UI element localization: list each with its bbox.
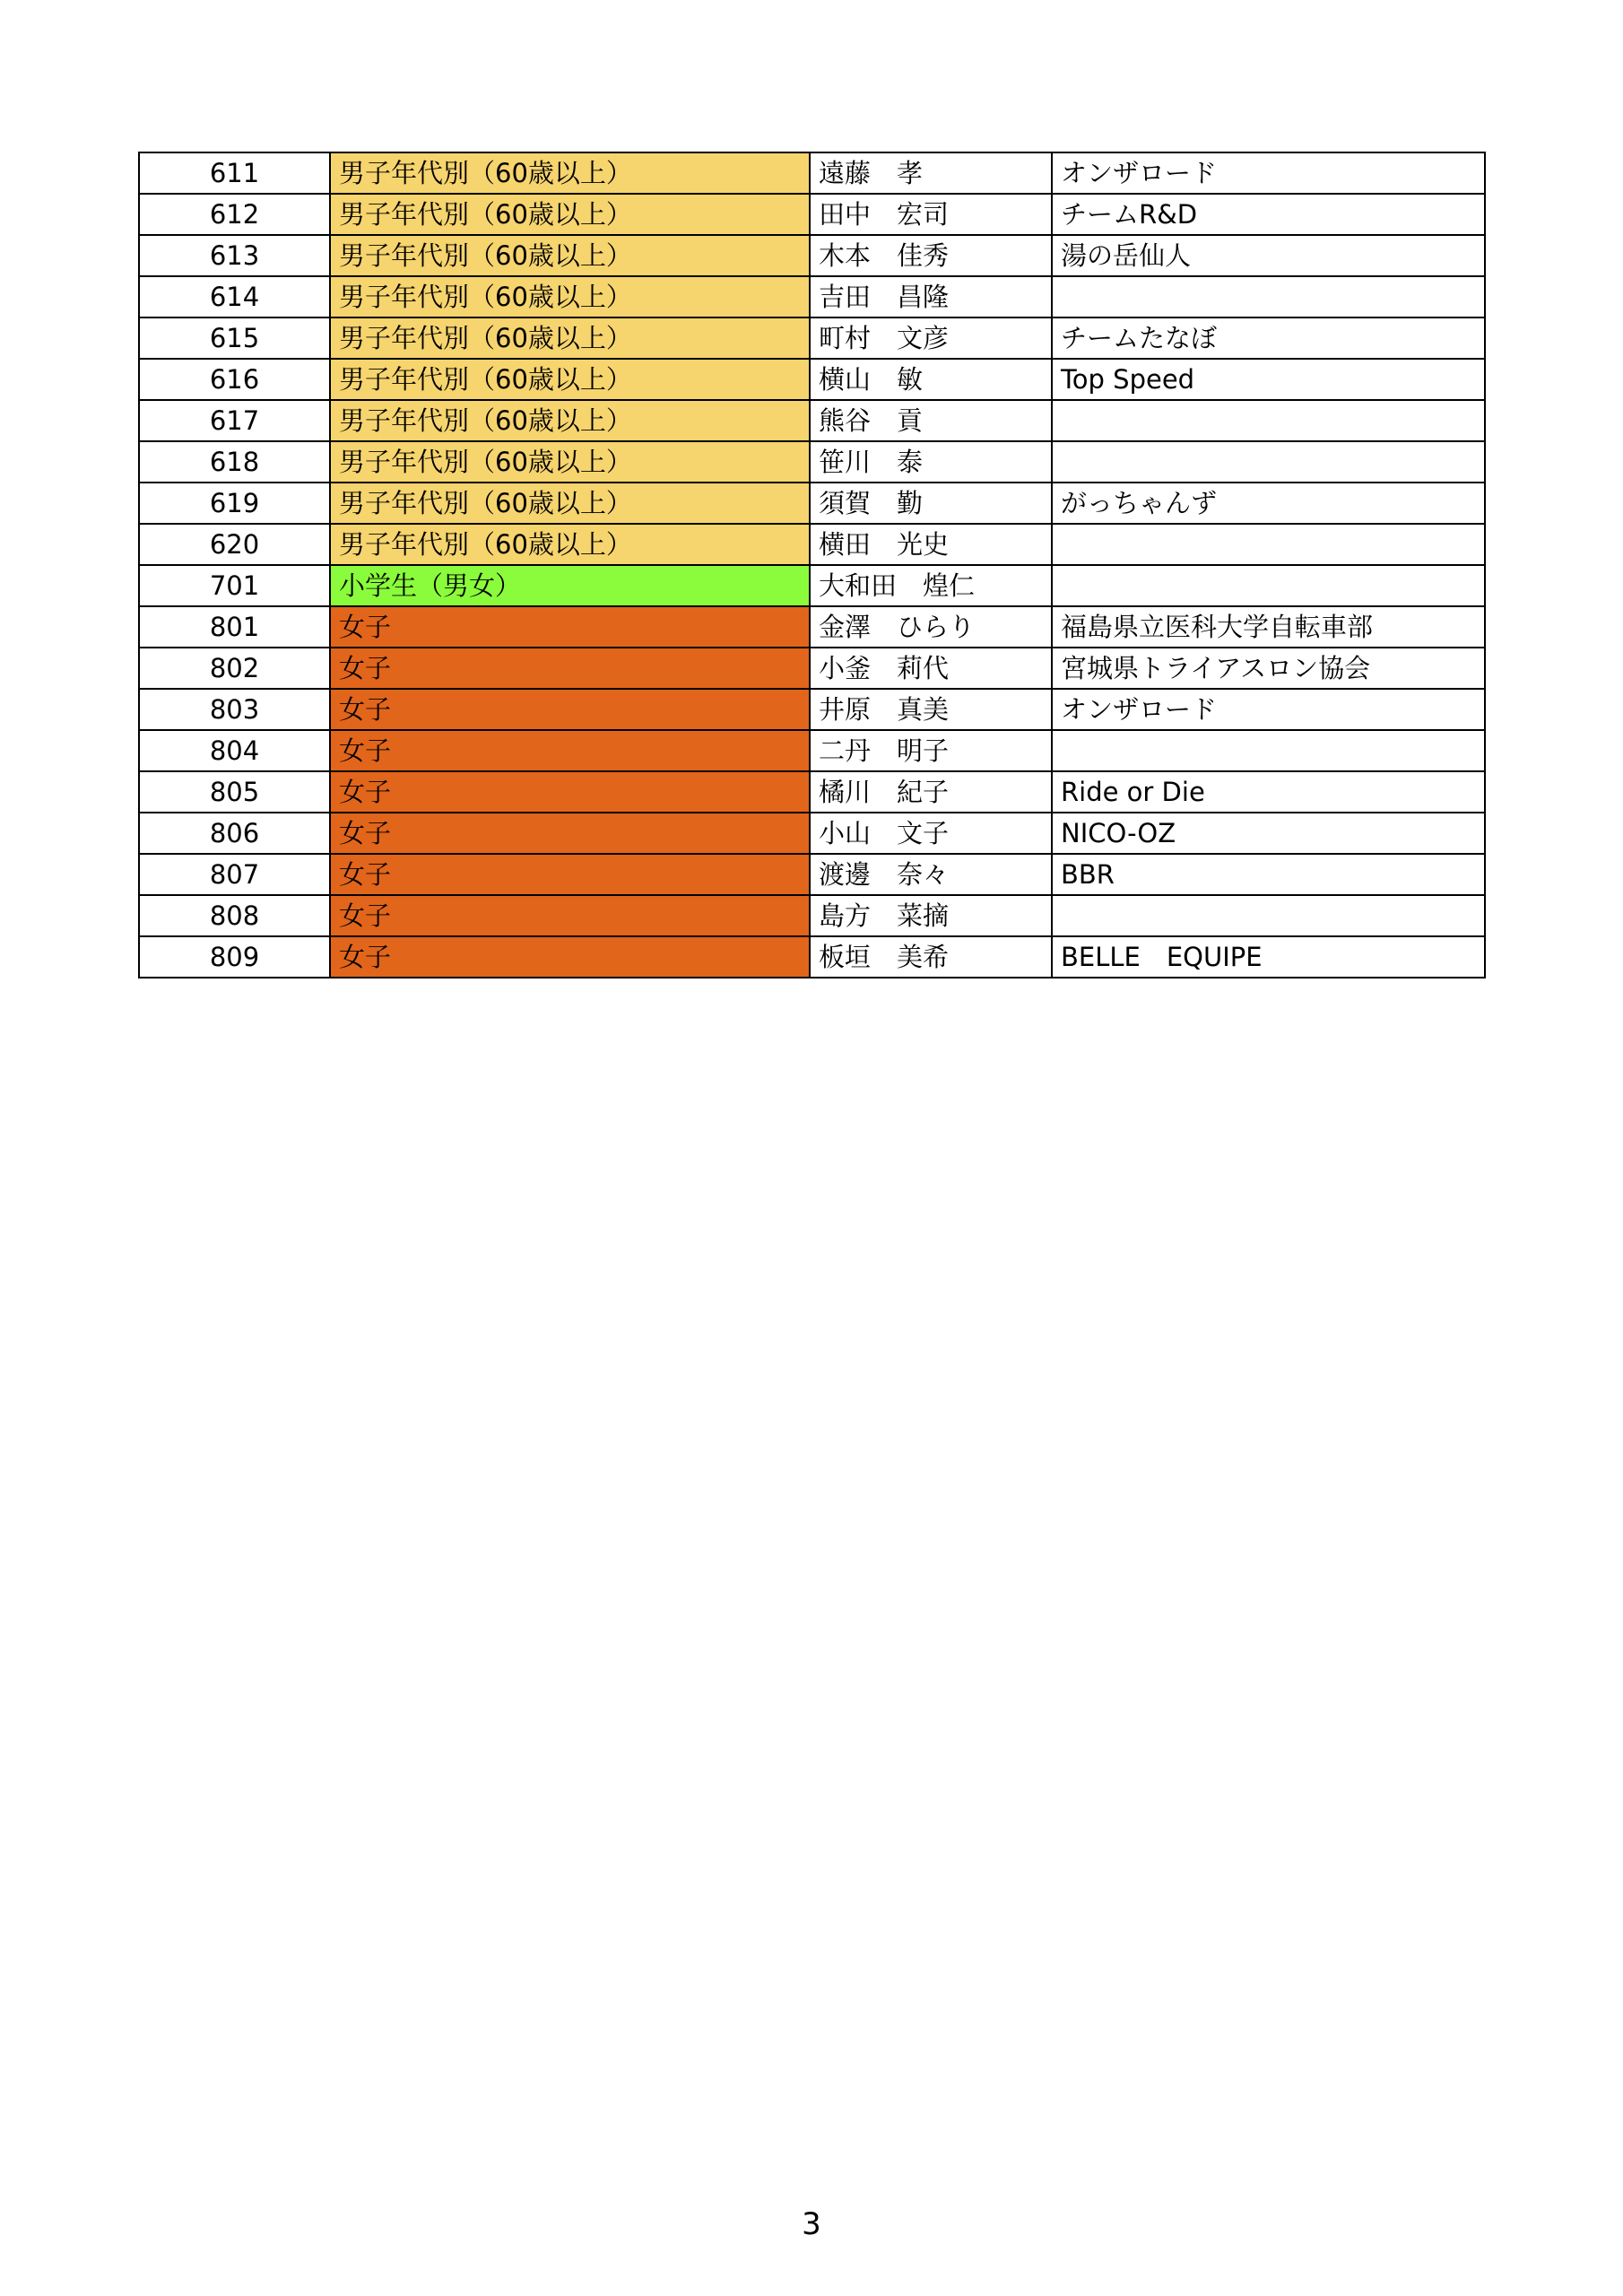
team-cell [1052, 276, 1485, 317]
category-cell: 女子 [330, 648, 810, 689]
category-cell: 女子 [330, 854, 810, 895]
race-number-cell: 807 [139, 854, 330, 895]
category-cell: 男子年代別（60歳以上） [330, 194, 810, 235]
category-cell: 女子 [330, 730, 810, 771]
table-row [139, 441, 1485, 483]
table-row [139, 524, 1485, 565]
team-cell: 宮城県トライアスロン協会 [1052, 648, 1485, 689]
category-cell: 男子年代別（60歳以上） [330, 359, 810, 400]
team-cell: オンザロード [1052, 689, 1485, 730]
rider-name-cell: 大和田 煌仁 [810, 565, 1052, 606]
team-cell: オンザロード [1052, 152, 1485, 194]
race-number-cell: 620 [139, 524, 330, 565]
rider-name-cell: 須賀 勤 [810, 483, 1052, 524]
team-cell: Top Speed [1052, 359, 1485, 400]
rider-name-cell: 二丹 明子 [810, 730, 1052, 771]
race-number-cell: 803 [139, 689, 330, 730]
category-cell: 女子 [330, 771, 810, 813]
table-row [139, 194, 1485, 235]
category-cell: 男子年代別（60歳以上） [330, 276, 810, 317]
team-cell [1052, 400, 1485, 441]
rider-name-cell: 木本 佳秀 [810, 235, 1052, 276]
race-number-cell: 613 [139, 235, 330, 276]
race-number-cell: 801 [139, 606, 330, 648]
table-row [139, 235, 1485, 276]
category-cell: 女子 [330, 895, 810, 936]
race-number-cell: 619 [139, 483, 330, 524]
table-row [139, 813, 1485, 854]
rider-name-cell: 熊谷 貢 [810, 400, 1052, 441]
team-cell [1052, 524, 1485, 565]
table-row [139, 606, 1485, 648]
table-row [139, 648, 1485, 689]
team-cell: チームR&D [1052, 194, 1485, 235]
rider-name-cell: 金澤 ひらり [810, 606, 1052, 648]
rider-name-cell: 横山 敏 [810, 359, 1052, 400]
rider-name-cell: 笹川 泰 [810, 441, 1052, 483]
team-cell: BBR [1052, 854, 1485, 895]
team-cell [1052, 895, 1485, 936]
team-cell [1052, 565, 1485, 606]
rider-name-cell: 島方 菜摘 [810, 895, 1052, 936]
table-row [139, 565, 1485, 606]
team-cell: NICO-OZ [1052, 813, 1485, 854]
race-number-cell: 618 [139, 441, 330, 483]
rider-name-cell: 遠藤 孝 [810, 152, 1052, 194]
table-row [139, 936, 1485, 978]
race-number-cell: 617 [139, 400, 330, 441]
table-row [139, 895, 1485, 936]
rider-name-cell: 横田 光史 [810, 524, 1052, 565]
category-cell: 男子年代別（60歳以上） [330, 441, 810, 483]
category-cell: 女子 [330, 606, 810, 648]
entry-rows [139, 152, 1485, 978]
rider-name-cell: 町村 文彦 [810, 317, 1052, 359]
race-number-cell: 806 [139, 813, 330, 854]
table-row [139, 276, 1485, 317]
page-number: 3 [802, 2206, 821, 2242]
race-number-cell: 616 [139, 359, 330, 400]
category-cell: 男子年代別（60歳以上） [330, 400, 810, 441]
table-row [139, 152, 1485, 194]
table-row [139, 730, 1485, 771]
table-row [139, 771, 1485, 813]
rider-name-cell: 橘川 紀子 [810, 771, 1052, 813]
category-cell: 男子年代別（60歳以上） [330, 152, 810, 194]
rider-name-cell: 吉田 昌隆 [810, 276, 1052, 317]
table-row [139, 317, 1485, 359]
team-cell [1052, 441, 1485, 483]
category-cell: 小学生（男女） [330, 565, 810, 606]
table-row [139, 359, 1485, 400]
race-number-cell: 804 [139, 730, 330, 771]
table-row [139, 400, 1485, 441]
entry-list-table [138, 152, 1486, 978]
rider-name-cell: 小釜 莉代 [810, 648, 1052, 689]
rider-name-cell: 板垣 美希 [810, 936, 1052, 978]
table-row [139, 854, 1485, 895]
team-cell: Ride or Die [1052, 771, 1485, 813]
team-cell: 湯の岳仙人 [1052, 235, 1485, 276]
category-cell: 男子年代別（60歳以上） [330, 524, 810, 565]
rider-name-cell: 小山 文子 [810, 813, 1052, 854]
category-cell: 男子年代別（60歳以上） [330, 317, 810, 359]
category-cell: 男子年代別（60歳以上） [330, 483, 810, 524]
rider-name-cell: 井原 真美 [810, 689, 1052, 730]
rider-name-cell: 渡邊 奈々 [810, 854, 1052, 895]
table-row [139, 689, 1485, 730]
race-number-cell: 614 [139, 276, 330, 317]
team-cell: がっちゃんず [1052, 483, 1485, 524]
rider-name-cell: 田中 宏司 [810, 194, 1052, 235]
team-cell: チームたなぼ [1052, 317, 1485, 359]
team-cell: BELLE EQUIPE [1052, 936, 1485, 978]
team-cell [1052, 730, 1485, 771]
race-number-cell: 809 [139, 936, 330, 978]
table-row [139, 483, 1485, 524]
race-number-cell: 802 [139, 648, 330, 689]
race-number-cell: 615 [139, 317, 330, 359]
category-cell: 女子 [330, 936, 810, 978]
category-cell: 男子年代別（60歳以上） [330, 235, 810, 276]
race-number-cell: 611 [139, 152, 330, 194]
race-number-cell: 805 [139, 771, 330, 813]
race-number-cell: 808 [139, 895, 330, 936]
category-cell: 女子 [330, 813, 810, 854]
race-number-cell: 701 [139, 565, 330, 606]
race-number-cell: 612 [139, 194, 330, 235]
category-cell: 女子 [330, 689, 810, 730]
team-cell: 福島県立医科大学自転車部 [1052, 606, 1485, 648]
